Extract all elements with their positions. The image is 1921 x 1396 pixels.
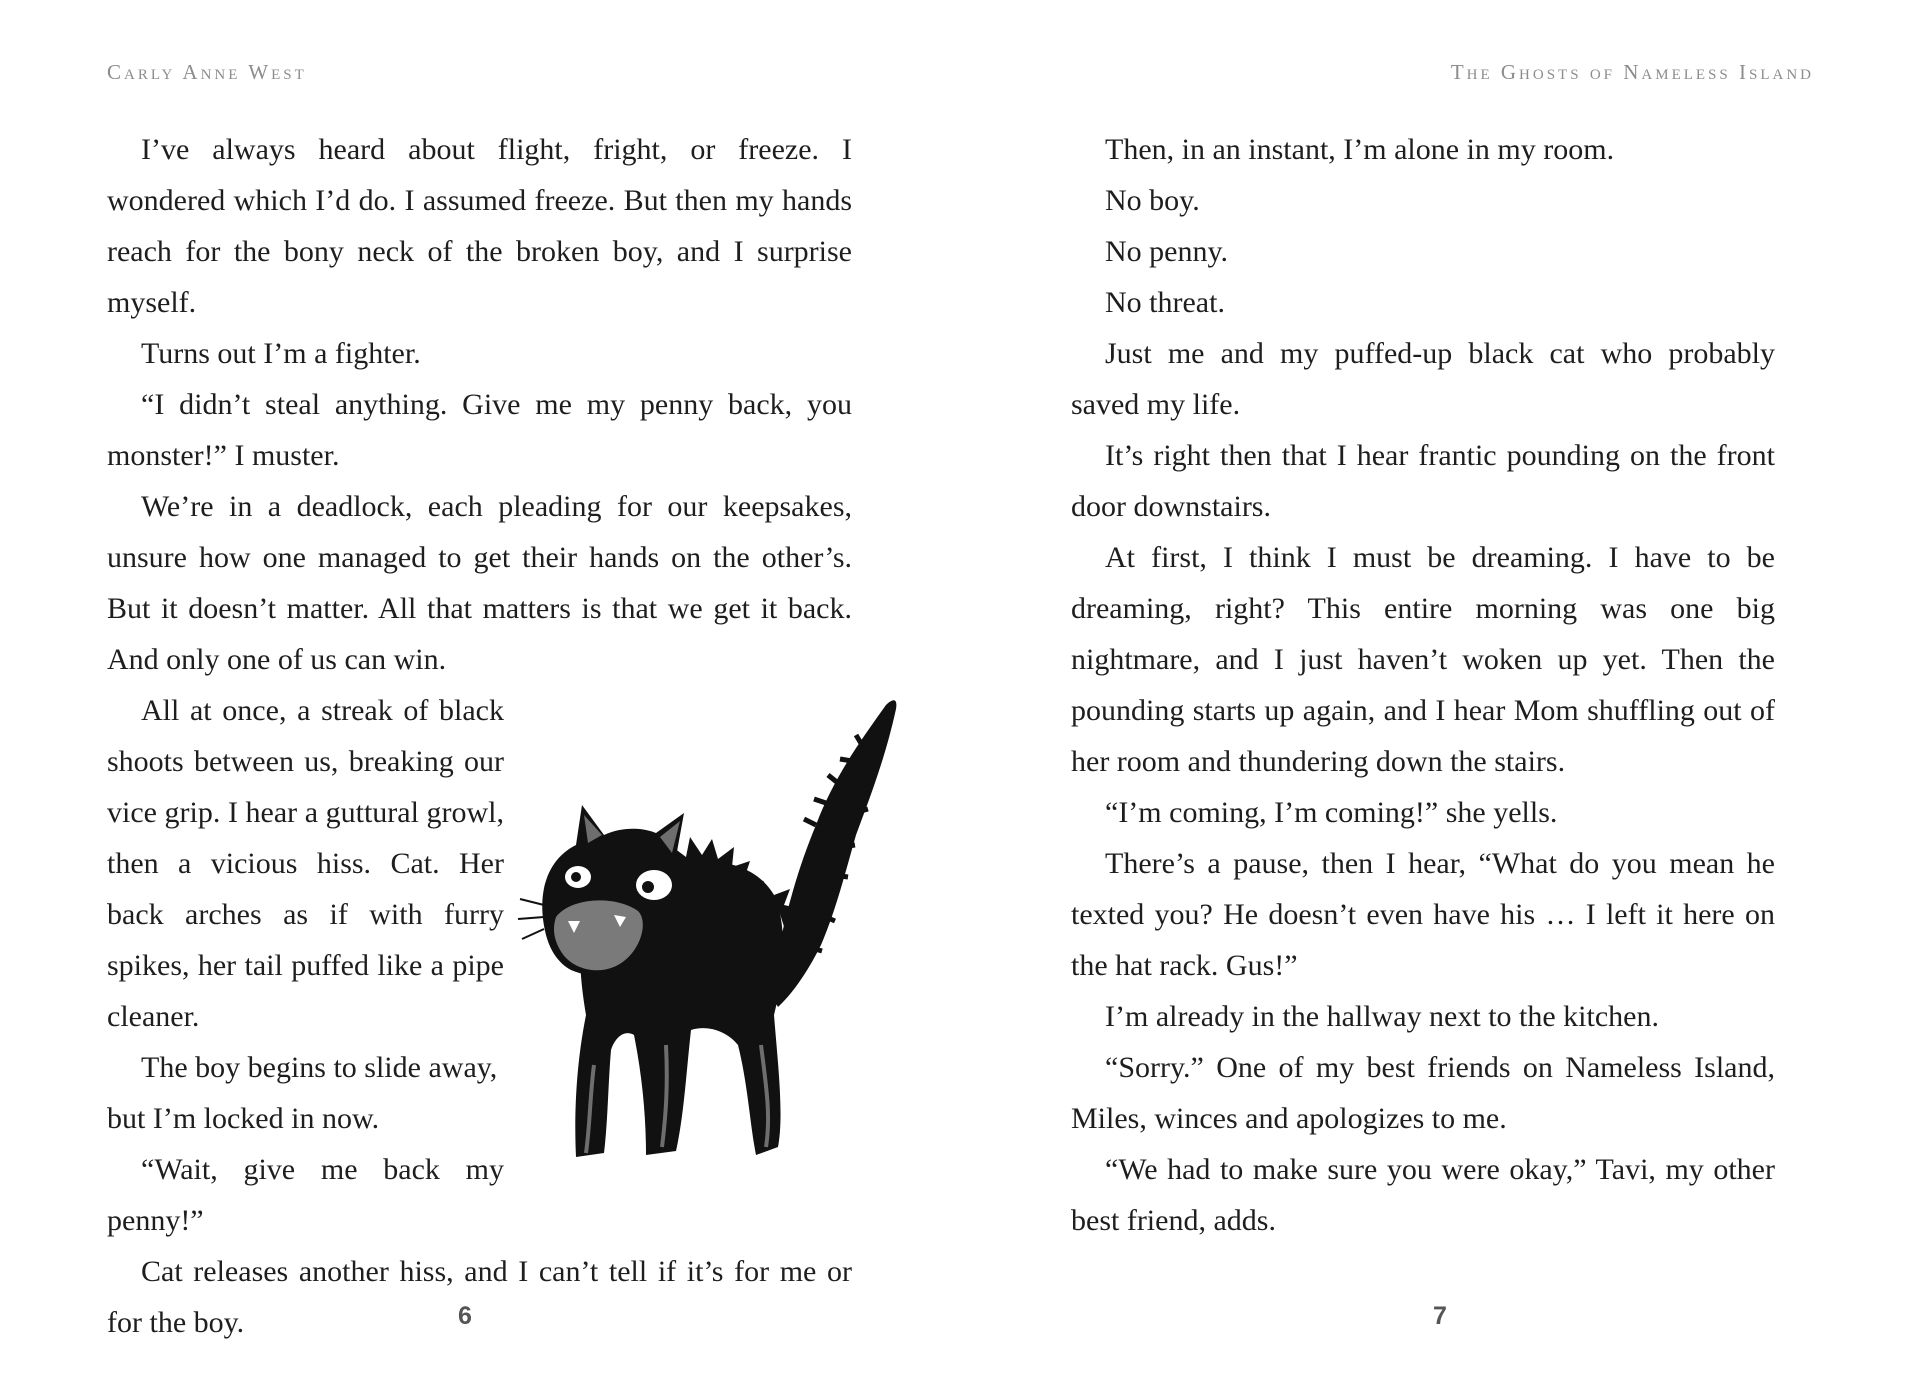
paragraph: I’m already in the hallway next to the kitchen. [1105,1000,1659,1033]
left-page [0,0,960,1396]
author-running-head: Carly Anne West [107,60,307,84]
paragraph: The boy begins to slide away, [141,1051,498,1084]
paragraph: There’s a pause, then I hear, “What do you mean he texted you? He doesn’t even have his … I left it here on the hat rack. Gus!” [1071,847,1775,982]
paragraph: Cat releases another hiss, and I can’t tell if it’s for me or for the boy. [107,1255,852,1339]
right-page-body [1071,124,1775,1246]
paragraph: Then, in an instant, I’m alone in my room. [1105,133,1615,166]
paragraph: “Sorry.” One of my best friends on Nameless Island, Miles, winces and apologizes to me. [1071,1051,1775,1135]
paragraph: We’re in a deadlock, each pleading for our keepsakes, unsure how one managed to get their hands on the other’s. But it doesn’t matter. All that matters is that we get it back. And only one of us can win. [107,490,852,676]
page-number: 7 [1433,1302,1447,1330]
paragraph: I’ve always heard about flight, fright, or freeze. I wondered which I’d do. I assumed freeze. But then my hands reach for the bony neck of the broken boy, and I surprise myself. [107,133,852,319]
paragraph: “Wait, give me back my penny!” [107,1153,504,1237]
paragraph: but I’m locked in now. [107,1102,380,1135]
title-running-head: The Ghosts of Nameless Island [1450,60,1814,84]
paragraph: No penny. [1105,235,1229,268]
paragraph: Just me and my puffed-up black cat who probably saved my life. [1071,337,1775,421]
black-cat-illustration [516,685,904,1165]
paragraph: It’s right then that I hear frantic pounding on the front door downstairs. [1071,439,1775,523]
page-number: 6 [458,1302,472,1330]
paragraph: “I’m coming, I’m coming!” she yells. [1105,796,1558,829]
paragraph: Turns out I’m a fighter. [141,337,421,370]
left-page-body [107,124,852,1348]
right-page [960,0,1921,1396]
cat-icon [516,685,904,1165]
paragraph: All at once, a streak of black shoots between us, breaking our vice grip. I hear a guttural growl, then a vicious hiss. Cat. Her back arches as if with furry spikes, her tail puffed like a pipe cleaner. [107,694,504,1033]
paragraph: No threat. [1105,286,1225,319]
paragraph: No boy. [1105,184,1200,217]
paragraph: “I didn’t steal anything. Give me my penny back, you monster!” I muster. [107,388,852,472]
paragraph: At first, I think I must be dreaming. I have to be dreaming, right? This entire morning was one big nightmare, and I just haven’t woken up yet. Then the pounding starts up again, and I hear Mom shuffling out of her room and thundering down the stairs. [1071,541,1775,778]
paragraph: “We had to make sure you were okay,” Tavi, my other best friend, adds. [1071,1153,1775,1237]
